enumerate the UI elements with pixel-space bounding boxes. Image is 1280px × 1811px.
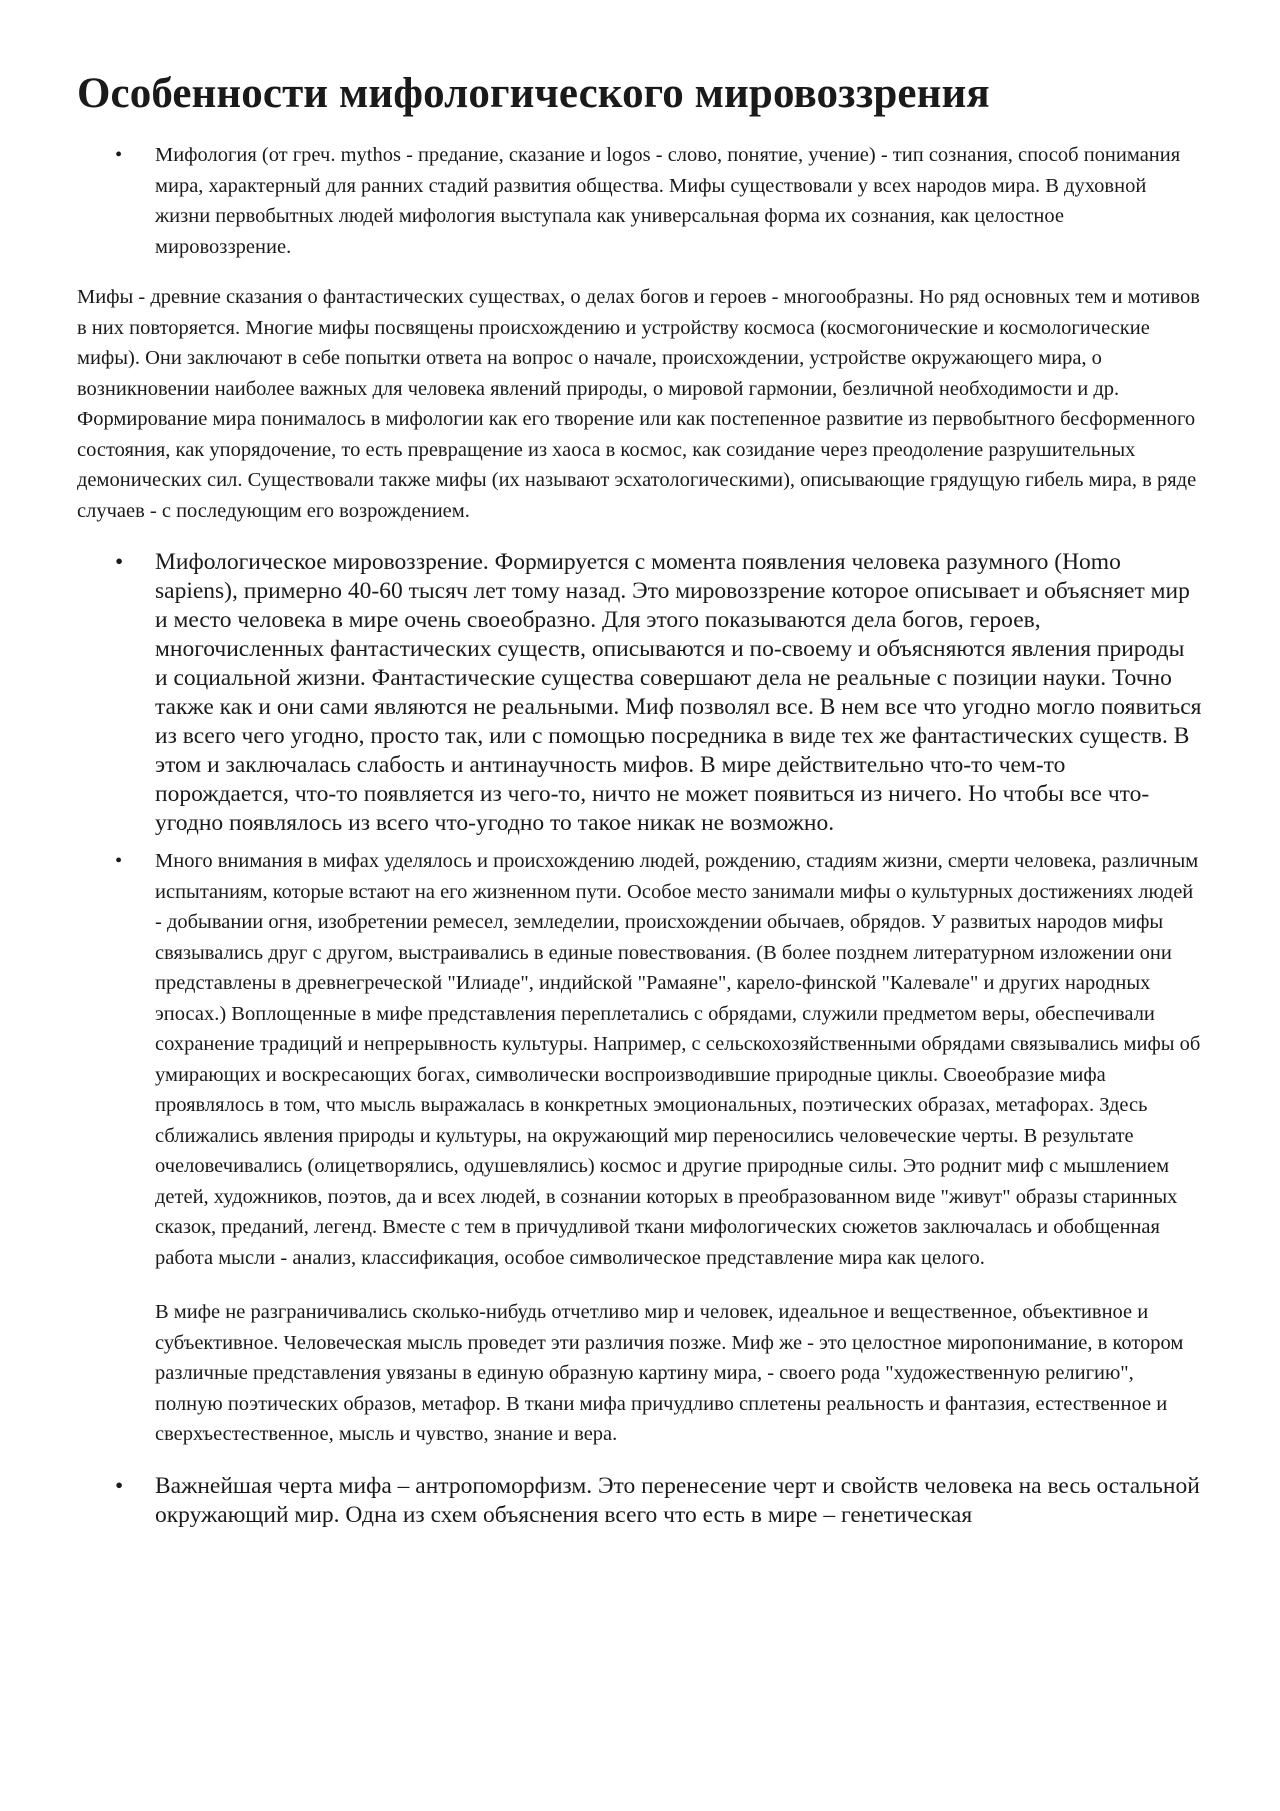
anthropomorphism-list (77, 1472, 1202, 1530)
page-title: Особенности мифологического мировоззрения (77, 70, 990, 117)
intro-list (77, 140, 1202, 262)
anthropomorphism-text: Важнейшая черта мифа – антропоморфизм. Это перенесение черт и свойств человека на весь остальной окружающий мир. Одна из схем объяснения всего что есть в мире – генетическая (155, 1472, 1200, 1528)
bullet-icon: • (115, 549, 124, 576)
cosmos-myths-paragraph: Мифы - древние сказания о фантастических существах, о делах богов и героев - многообразны. Но ряд основных тем и мотивов в них повторяется. Многие мифы посвящены происхождению и устройству космоса (космогонические и космологические мифы). Они заключают в себе попытки ответа на вопрос о начале, происхождении, устройстве окружающего мира, о возникновении наиболее важных для человека явлений природы, о мировой гармонии, безличной необходимости и др. Формирование мира понималось в мифологии как его творение или как постепенное развитие из первобытного бесформенного состояния, как упорядочение, то есть превращение из хаоса в космос, как созидание через преодоление разрушительных демонических сил. Существовали также мифы (их называют эсхатологическими), описывающие грядущую гибель мира, в ряде случаев - с последующим его возрождением. (77, 286, 1200, 522)
main-list (77, 548, 1202, 1273)
mythological-worldview-text: Мифологическое мировоззрение. Формируется с момента появления человека разумного (Homo sapiens), примерно 40-60 тысяч лет тому назад. Это мировоззрение которое описывает и объясняет мир и место человека в мире очень своеобразно. Для этого показываются дела богов, героев, многочисленных фантастических существ, описываются и по-своему и объясняются явления природы и социальной жизни. Фантастические существа совершают дела не реальные с позиции науки. Точно также как и они сами являются не реальными. Миф позволял все. В нем все что угодно могло появиться из всего чего угодно, просто так, или с помощью посредника в виде тех же фантастических существ. В этом и заключалась слабость и антинаучность мифов. В мире действительно что-то чем-то порождается, что-то появляется из чего-то, ничто не может появиться из ничего. Но чтобы все что-угодно появлялось из всего что-угодно то такое никак не возможно. (155, 549, 1202, 837)
human-origin-myths-text: Много внимания в мифах уделялось и происхождению людей, рождению, стадиям жизни, смерти человека, различным испытаниям, которые встают на его жизненном пути. Особое место занимали мифы о культурных достижениях людей - добывании огня, изобретении ремесел, земледелии, происхождении обычаев, обрядов. У развитых народов мифы связывались друг с другом, выстраивались в единые повествования. (В более позднем литературном изложении они представлены в древнегреческой "Илиаде", индийской "Рамаяне", карело-финской "Калевале" и других народных эпосах.) Воплощенные в мифе представления переплетались с обрядами, служили предметом веры, обеспечивали сохранение традиций и непрерывность культуры. Например, с сельскохозяйственными обрядами связывались мифы об умирающих и воскресающих богах, символически воспроизводившие природные циклы. Своеобразие мифа проявлялось в том, что мысль выражалась в конкретных эмоциональных, поэтических образах, метафорах. Здесь сближались явления природы и культуры, на окружающий мир переносились человеческие черты. В результате очеловечивались (олицетворялись, одушевлялись) космос и другие природные силы. Это роднит миф с мышлением детей, художников, поэтов, да и всех людей, в сознании которых в преобразованном виде "живут" образы старинных сказок, преданий, легенд. Вместе с тем в причудливой ткани мифологических сюжетов заключалась и обобщенная работа мысли - анализ, классификация, особое символическое представление мира как целого. (155, 850, 1201, 1269)
bullet-icon: • (115, 850, 123, 873)
mythology-definition-text: Мифология (от греч. mythos - предание, сказание и logos - слово, понятие, учение) - тип сознания, способ понимания мира, характерный для ранних стадий развития общества. Мифы существовали у всех народов мира. В духовной жизни первобытных людей мифология выступала как универсальная форма их сознания, как целостное мировоззрение. (155, 144, 1181, 258)
bullet-icon: • (115, 144, 123, 167)
list-item-anthropomorphism (77, 1472, 1202, 1530)
bullet-icon: • (115, 1472, 124, 1499)
list-item-mythology-definition (77, 140, 1202, 262)
holistic-worldview-paragraph: В мифе не разграничивались сколько-нибудь отчетливо мир и человек, идеальное и вещественное, объективное и субъективное. Человеческая мысль проведет эти различия позже. Миф же - это целостное миропонимание, в котором различные представления увязаны в единую образную картину мира, - своего рода "художественную религию", полную поэтических образов, метафор. В ткани мифа причудливо сплетены реальность и фантазия, естественное и сверхъестественное, мысль и чувство, знание и вера. (155, 1301, 1184, 1446)
document-page (77, 70, 1202, 1530)
list-item-mythological-worldview (77, 548, 1202, 838)
list-item-human-origin-myths (77, 846, 1202, 1273)
